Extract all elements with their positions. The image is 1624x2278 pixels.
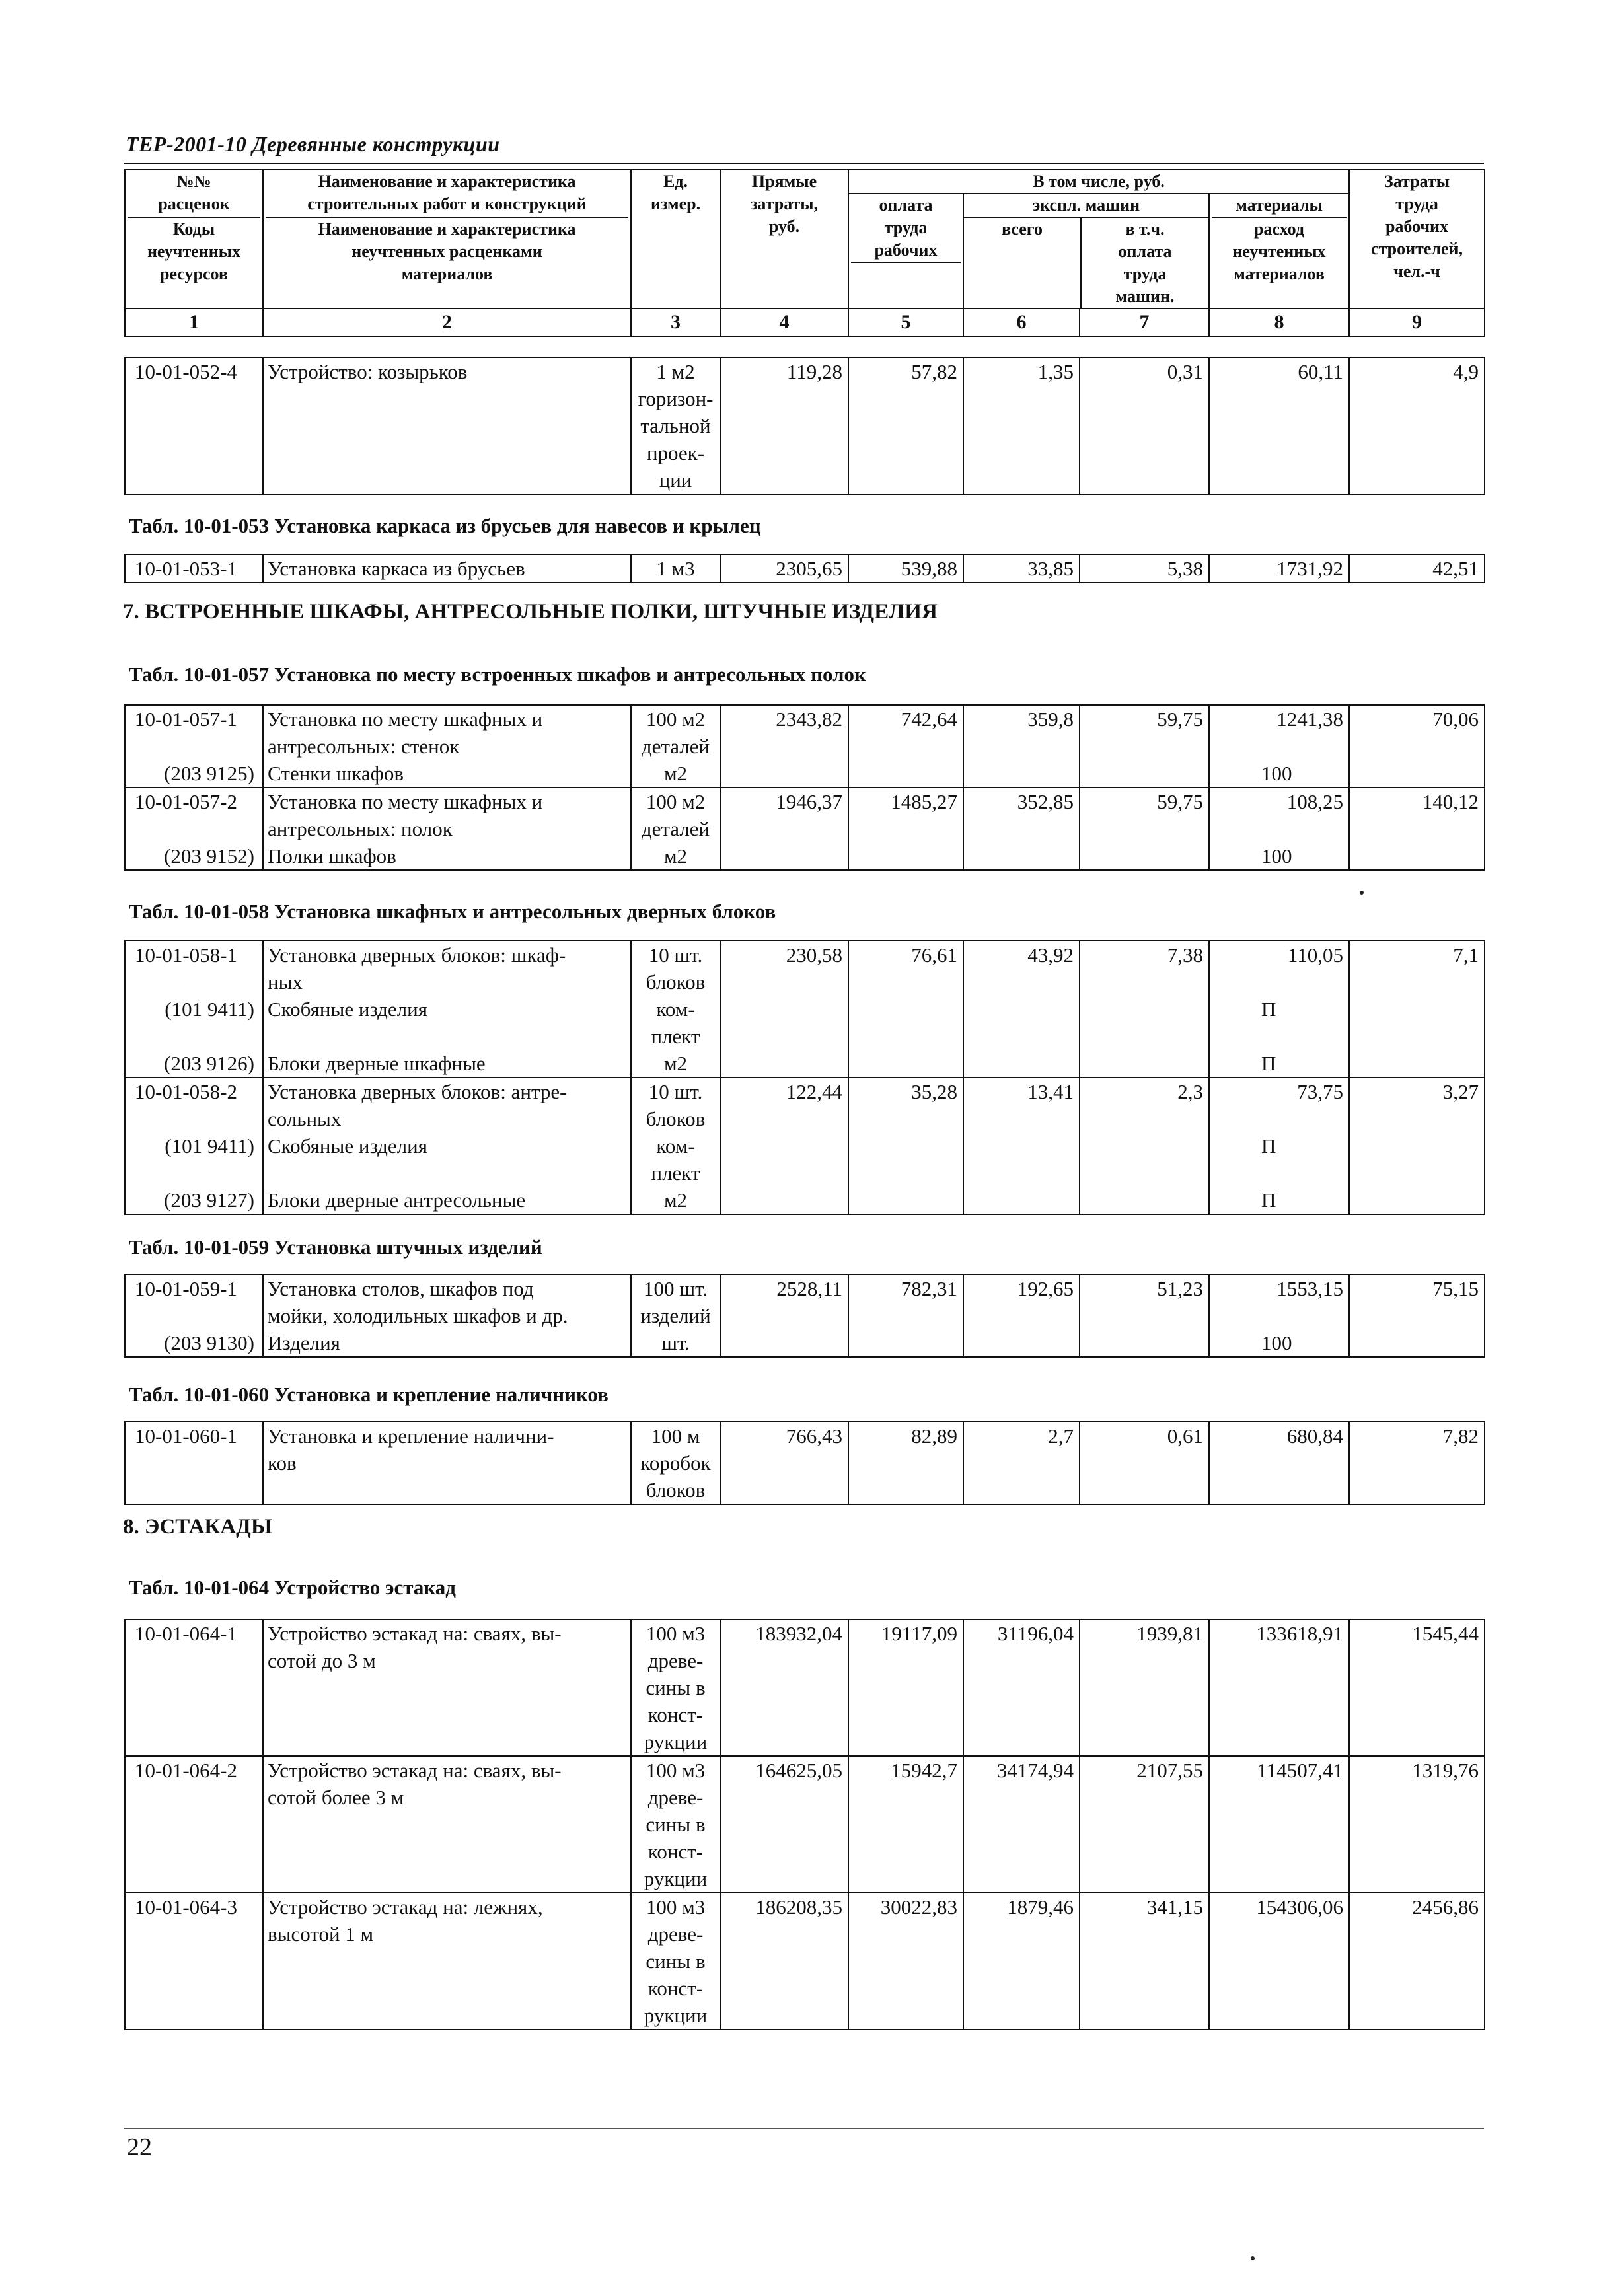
resource-unit: м2 (631, 760, 720, 788)
resource-code: (203 9130) (125, 1329, 263, 1357)
resource-name: Полки шкафов (263, 842, 631, 870)
empty-cell (1349, 1329, 1485, 1357)
column-number: 7 (1080, 309, 1209, 336)
unit: 10 шт. блоков (631, 941, 720, 996)
work-name: Установка по месту шкафных и антресольных: стенок (263, 705, 631, 760)
machine-labor: 5,38 (1080, 554, 1209, 583)
work-name: Установка столов, шкафов под мойки, холодильных шкафов и др. (263, 1274, 631, 1329)
header-line: руб. (768, 217, 800, 236)
machine-labor: 59,75 (1080, 788, 1209, 842)
materials: 133618,91 (1209, 1619, 1349, 1756)
table-row (125, 1893, 1485, 2030)
running-title: ТЕР-2001-10 Деревянные конструкции (126, 132, 500, 156)
work-name: Установка каркаса из брусьев (263, 554, 631, 583)
column-number: 2 (263, 309, 631, 336)
empty-cell (848, 1132, 963, 1187)
empty-cell (1080, 1050, 1209, 1078)
header-line: труда (1395, 194, 1438, 213)
direct-costs: 230,58 (720, 941, 848, 996)
work-name: Устройство эстакад на: сваях, вы- сотой более 3 м (263, 1756, 631, 1893)
direct-costs: 164625,05 (720, 1756, 848, 1893)
labor-wages: 1485,27 (848, 788, 963, 842)
unit: 100 м2 деталей (631, 788, 720, 842)
empty-cell (963, 1050, 1080, 1078)
empty-cell (720, 1329, 848, 1357)
rate-code: 10-01-059-1 (125, 1274, 263, 1329)
empty-cell (963, 1132, 1080, 1187)
rate-code: 10-01-052-4 (125, 357, 263, 494)
empty-cell (720, 1132, 848, 1187)
header-line: труда (1123, 264, 1167, 283)
header-col6 (964, 218, 1082, 308)
direct-costs: 1946,37 (720, 788, 848, 842)
materials: 1553,15 (1209, 1274, 1349, 1329)
resource-name: Стенки шкафов (263, 760, 631, 788)
resource-row (125, 1132, 1485, 1187)
header-expl (963, 194, 1209, 309)
resource-code: (101 9411) (125, 996, 263, 1050)
resource-code: (203 9152) (125, 842, 263, 870)
materials: 154306,06 (1209, 1893, 1349, 2030)
empty-cell (1080, 1187, 1209, 1214)
labor-wages: 15942,7 (848, 1756, 963, 1893)
header-col8 (1209, 194, 1349, 309)
empty-cell (848, 1187, 963, 1214)
resource-name: Блоки дверные шкафные (263, 1050, 631, 1078)
work-name: Установка дверных блоков: шкаф- ных (263, 941, 631, 996)
resource-consumption: П (1209, 1187, 1349, 1214)
header-group: В том числе, руб. (848, 170, 1349, 194)
empty-cell (963, 760, 1080, 788)
header-line: оплата (1118, 242, 1172, 261)
header-col5 (848, 194, 963, 309)
labor-hours: 42,51 (1349, 554, 1485, 583)
machine-costs: 43,92 (963, 941, 1080, 996)
labor-wages: 35,28 (848, 1078, 963, 1132)
materials: 110,05 (1209, 941, 1349, 996)
table-row (125, 1619, 1485, 1756)
header-line: №№ (176, 172, 211, 191)
resource-name: Изделия (263, 1329, 631, 1357)
resource-unit: м2 (631, 842, 720, 870)
resource-code: (101 9411) (125, 1132, 263, 1187)
machine-costs: 1879,46 (963, 1893, 1080, 2030)
page-number: 22 (127, 2133, 152, 2161)
labor-hours: 2456,86 (1349, 1893, 1485, 2030)
materials: 1241,38 (1209, 705, 1349, 760)
empty-cell (1080, 760, 1209, 788)
title-rule (124, 163, 1484, 164)
machine-labor: 59,75 (1080, 705, 1209, 760)
header-line: расценок (158, 194, 230, 213)
header-expl-label: экспл. машин (964, 194, 1208, 218)
materials: 680,84 (1209, 1422, 1349, 1504)
header-line: Ед. (663, 172, 688, 191)
direct-costs: 183932,04 (720, 1619, 848, 1756)
header-line: Затраты (1384, 172, 1450, 191)
table-052 (124, 357, 1485, 495)
table-row (125, 1274, 1485, 1329)
rate-code: 10-01-058-2 (125, 1078, 263, 1132)
resource-unit: ком- плект (631, 996, 720, 1050)
machine-labor: 341,15 (1080, 1893, 1209, 2030)
table-060 (124, 1421, 1485, 1505)
header-line: труда (884, 218, 928, 237)
empty-cell (1080, 1132, 1209, 1187)
labor-hours: 7,1 (1349, 941, 1485, 996)
header-col7 (1082, 218, 1208, 308)
header-line: рабочих (1385, 217, 1449, 236)
empty-cell (848, 1329, 963, 1357)
rate-code: 10-01-053-1 (125, 554, 263, 583)
direct-costs: 2343,82 (720, 705, 848, 760)
table-row (125, 357, 1485, 494)
header-line: Наименование и характеристика (318, 219, 576, 239)
materials: 1731,92 (1209, 554, 1349, 583)
section-7-heading: 7. ВСТРОЕННЫЕ ШКАФЫ, АНТРЕСОЛЬНЫЕ ПОЛКИ, ШТУЧНЫЕ ИЗДЕЛИЯ (123, 600, 938, 624)
footer-rule (124, 2128, 1484, 2129)
empty-cell (1349, 1132, 1485, 1187)
direct-costs: 186208,35 (720, 1893, 848, 2030)
machine-labor: 2107,55 (1080, 1756, 1209, 1893)
empty-cell (1349, 760, 1485, 788)
machine-costs: 33,85 (963, 554, 1080, 583)
resource-code: (203 9126) (125, 1050, 263, 1078)
rate-code: 10-01-058-1 (125, 941, 263, 996)
materials: 60,11 (1209, 357, 1349, 494)
machine-costs: 192,65 (963, 1274, 1080, 1329)
resource-row (125, 1050, 1485, 1078)
resource-code: (203 9127) (125, 1187, 263, 1214)
header-line: материалы (1236, 196, 1323, 215)
unit: 100 м3 древе- сины в конст- рукции (631, 1756, 720, 1893)
resource-code: (203 9125) (125, 760, 263, 788)
caption-060: Табл. 10-01-060 Установка и крепление наличников (129, 1383, 609, 1406)
header-line: измер. (650, 194, 701, 213)
empty-cell (720, 760, 848, 788)
empty-cell (1080, 1329, 1209, 1357)
work-name: Установка дверных блоков: антре- сольных (263, 1078, 631, 1132)
table-row (125, 1078, 1485, 1132)
empty-cell (848, 996, 963, 1050)
header-line: расход (1253, 219, 1305, 239)
header-line: неучтенных (1232, 242, 1326, 261)
machine-costs: 352,85 (963, 788, 1080, 842)
header-line: строительных работ и конструкций (307, 194, 587, 213)
header-line: чел.-ч (1393, 262, 1440, 281)
header-line: оплата (879, 196, 933, 215)
machine-labor: 0,31 (1080, 357, 1209, 494)
header-line: затраты, (750, 194, 819, 213)
caption-053: Табл. 10-01-053 Установка каркаса из брусьев для навесов и крылец (129, 514, 761, 537)
empty-cell (1349, 842, 1485, 870)
header-line: неучтенных (147, 242, 241, 261)
resource-row (125, 842, 1485, 870)
resource-consumption: 100 (1209, 1329, 1349, 1357)
resource-consumption: 100 (1209, 760, 1349, 788)
labor-wages: 782,31 (848, 1274, 963, 1329)
table-row (125, 554, 1485, 583)
work-name: Установка по месту шкафных и антресольных: полок (263, 788, 631, 842)
table-row (125, 941, 1485, 996)
table-row (125, 1422, 1485, 1504)
empty-cell (1080, 996, 1209, 1050)
empty-cell (848, 1050, 963, 1078)
unit: 100 м3 древе- сины в конст- рукции (631, 1893, 720, 2030)
machine-costs: 34174,94 (963, 1756, 1080, 1893)
materials: 73,75 (1209, 1078, 1349, 1132)
empty-cell (963, 1329, 1080, 1357)
resource-name: Блоки дверные антресольные (263, 1187, 631, 1214)
unit: 10 шт. блоков (631, 1078, 720, 1132)
caption-057: Табл. 10-01-057 Установка по месту встроенных шкафов и антресольных полок (129, 663, 866, 686)
table-row (125, 1756, 1485, 1893)
direct-costs: 119,28 (720, 357, 848, 494)
labor-hours: 3,27 (1349, 1078, 1485, 1132)
direct-costs: 2528,11 (720, 1274, 848, 1329)
labor-wages: 76,61 (848, 941, 963, 996)
resource-consumption: П (1209, 1050, 1349, 1078)
labor-wages: 57,82 (848, 357, 963, 494)
unit: 100 м3 древе- сины в конст- рукции (631, 1619, 720, 1756)
header-line: машин. (1115, 287, 1175, 306)
header-line: ресурсов (160, 264, 228, 283)
machine-labor: 51,23 (1080, 1274, 1209, 1329)
rate-code: 10-01-057-1 (125, 705, 263, 760)
rate-code: 10-01-057-2 (125, 788, 263, 842)
caption-064: Табл. 10-01-064 Устройство эстакад (129, 1576, 456, 1599)
resource-unit: шт. (631, 1329, 720, 1357)
labor-wages: 19117,09 (848, 1619, 963, 1756)
resource-name: Скобяные изделия (263, 996, 631, 1050)
resource-unit: м2 (631, 1187, 720, 1214)
empty-cell (848, 842, 963, 870)
empty-cell (963, 996, 1080, 1050)
labor-hours: 1319,76 (1349, 1756, 1485, 1893)
labor-wages: 539,88 (848, 554, 963, 583)
machine-labor: 7,38 (1080, 941, 1209, 996)
direct-costs: 122,44 (720, 1078, 848, 1132)
header-line: Наименование и характеристика (318, 172, 576, 191)
section-8-heading: 8. ЭСТАКАДЫ (123, 1515, 273, 1539)
machine-costs: 13,41 (963, 1078, 1080, 1132)
header-line: всего (1002, 219, 1043, 239)
direct-costs: 766,43 (720, 1422, 848, 1504)
empty-cell (1349, 1187, 1485, 1214)
table-row (125, 705, 1485, 760)
labor-hours: 4,9 (1349, 357, 1485, 494)
header-line: материалов (1234, 264, 1325, 283)
column-number: 8 (1209, 309, 1349, 336)
resource-row (125, 996, 1485, 1050)
work-name: Устройство эстакад на: лежнях, высотой 1 м (263, 1893, 631, 2030)
resource-unit: ком- плект (631, 1132, 720, 1187)
empty-cell (720, 842, 848, 870)
machine-costs: 1,35 (963, 357, 1080, 494)
resource-unit: м2 (631, 1050, 720, 1078)
machine-costs: 31196,04 (963, 1619, 1080, 1756)
column-number-row (125, 309, 1485, 336)
header-line: Коды (172, 219, 215, 239)
column-number: 1 (125, 309, 263, 336)
unit: 100 м коробок блоков (631, 1422, 720, 1504)
resource-row (125, 1187, 1485, 1214)
empty-cell (1080, 842, 1209, 870)
work-name: Устройство: козырьков (263, 357, 631, 494)
empty-cell (848, 760, 963, 788)
direct-costs: 2305,65 (720, 554, 848, 583)
machine-labor: 0,61 (1080, 1422, 1209, 1504)
labor-hours: 7,82 (1349, 1422, 1485, 1504)
rate-code: 10-01-064-3 (125, 1893, 263, 2030)
unit: 1 м2 горизон- тальной проек- ции (631, 357, 720, 494)
table-059 (124, 1274, 1485, 1358)
column-number: 9 (1349, 309, 1485, 336)
resource-consumption: П (1209, 1132, 1349, 1187)
rate-code: 10-01-064-1 (125, 1619, 263, 1756)
resource-row (125, 1329, 1485, 1357)
materials: 114507,41 (1209, 1756, 1349, 1893)
machine-costs: 359,8 (963, 705, 1080, 760)
materials: 108,25 (1209, 788, 1349, 842)
resource-row (125, 760, 1485, 788)
machine-costs: 2,7 (963, 1422, 1080, 1504)
labor-wages: 82,89 (848, 1422, 963, 1504)
resource-name: Скобяные изделия (263, 1132, 631, 1187)
header-line: рабочих (874, 240, 938, 260)
work-name: Устройство эстакад на: сваях, вы- сотой до 3 м (263, 1619, 631, 1756)
table-row (125, 788, 1485, 842)
empty-cell (720, 1187, 848, 1214)
work-name: Установка и крепление налични- ков (263, 1422, 631, 1504)
labor-hours: 140,12 (1349, 788, 1485, 842)
resource-consumption: 100 (1209, 842, 1349, 870)
empty-cell (1349, 996, 1485, 1050)
table-058 (124, 940, 1485, 1215)
empty-cell (963, 1187, 1080, 1214)
labor-hours: 70,06 (1349, 705, 1485, 760)
labor-wages: 30022,83 (848, 1893, 963, 2030)
labor-hours: 1545,44 (1349, 1619, 1485, 1756)
empty-cell (720, 996, 848, 1050)
column-number: 3 (631, 309, 720, 336)
column-number: 5 (848, 309, 963, 336)
table-053 (124, 554, 1485, 583)
header-col9 (1349, 170, 1485, 309)
header-col3 (631, 170, 720, 309)
header-col4 (720, 170, 848, 309)
rate-code: 10-01-064-2 (125, 1756, 263, 1893)
empty-cell (720, 1050, 848, 1078)
header-col1 (125, 170, 263, 309)
rate-code: 10-01-060-1 (125, 1422, 263, 1504)
table-057 (124, 704, 1485, 871)
column-header-table (124, 169, 1485, 337)
header-line: в т.ч. (1125, 219, 1165, 239)
unit: 1 м3 (631, 554, 720, 583)
empty-cell (963, 842, 1080, 870)
caption-059: Табл. 10-01-059 Установка штучных изделий (129, 1235, 542, 1259)
scan-speck (1360, 891, 1364, 895)
unit: 100 шт. изделий (631, 1274, 720, 1329)
header-col2 (263, 170, 631, 309)
column-number: 6 (963, 309, 1080, 336)
caption-058: Табл. 10-01-058 Установка шкафных и антресольных дверных блоков (129, 900, 776, 923)
header-line: Прямые (751, 172, 817, 191)
empty-cell (1349, 1050, 1485, 1078)
unit: 100 м2 деталей (631, 705, 720, 760)
column-number: 4 (720, 309, 848, 336)
header-line: материалов (401, 264, 493, 283)
header-line: неучтенных расценками (351, 242, 542, 261)
table-064 (124, 1619, 1485, 2030)
machine-labor: 1939,81 (1080, 1619, 1209, 1756)
labor-hours: 75,15 (1349, 1274, 1485, 1329)
labor-wages: 742,64 (848, 705, 963, 760)
resource-consumption: П (1209, 996, 1349, 1050)
scan-speck (1251, 2256, 1255, 2260)
machine-labor: 2,3 (1080, 1078, 1209, 1132)
header-line: строителей, (1371, 239, 1463, 258)
